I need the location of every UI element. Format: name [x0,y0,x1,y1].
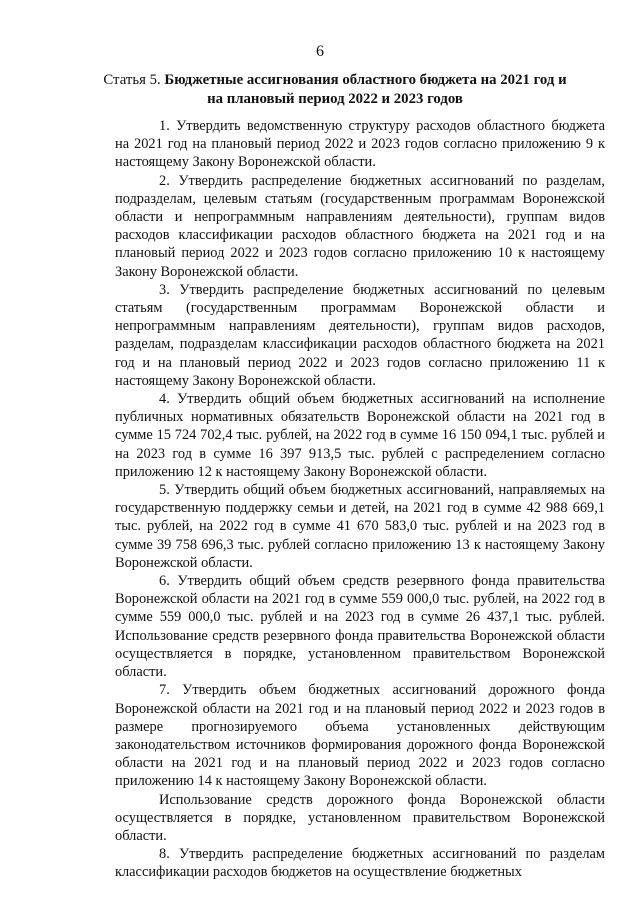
paragraph-8: 8. Утвердить распределение бюджетных ассигнований по разделам классификации расходов бюджетов на осуществление бюджетных [115,846,605,881]
article-body [115,117,605,882]
paragraph-1: 1. Утвердить ведомственную структуру расходов областного бюджета на 2021 год на плановый период 2022 и 2023 годов согласно приложению 9 к настоящему Закону Воронежской области. [115,118,605,171]
article-label: Статья 5. [103,72,161,88]
paragraph-6: 6. Утвердить общий объем средств резервного фонда правительства Воронежской области на 2021 год в сумме 559 000,0 тыс. рублей, на 2022 год в сумме 559 000,0 тыс. рублей и на 2023 год в сумме 26 437,1 тыс. рублей. Использование средств резервного фонда правительства Воронежской области осуществляется в порядке, установленном правительством Воронежской области. [115,573,605,681]
paragraph-7-continuation: Использование средств дорожного фонда Воронежской области осуществляется в порядке, установленном правительством Воронежской области. [115,791,605,844]
article-heading [100,71,570,109]
article-title: Бюджетные ассигнования областного бюджета на 2021 год и на плановый период 2022 и 2023 годов [164,72,567,107]
paragraph-7: 7. Утвердить объем бюджетных ассигнований дорожного фонда Воронежской области на 2021 год и на плановый период 2022 и 2023 годов в размере прогнозируемого объема установленных действующим законодательством источников формирования дорожного фонда Воронежской области на 2021 год и на плановый период 2022 и 2023 годов согласно приложению 14 к настоящему Закону Воронежской области. [115,682,605,790]
paragraph-5: 5. Утвердить общий объем бюджетных ассигнований, направляемых на государственную поддержку семьи и детей, на 2021 год в сумме 42 988 669,1 тыс. рублей, на 2022 год в сумме 41 670 583,0 тыс. рублей и на 2023 год в сумме 39 758 696,3 тыс. рублей согласно приложению 13 к настоящему Закону Воронежской области. [115,482,605,571]
paragraph-2: 2. Утвердить распределение бюджетных ассигнований по разделам, подразделам, целевым статьям (государственным программам Воронежской области и непрограммным направлениям деятельности), группам видов расходов классификации расходов областного бюджета на 2021 год и на плановый период 2022 и 2023 годов согласно приложению 10 к настоящему Закону Воронежской области. [115,172,605,280]
paragraph-4: 4. Утвердить общий объем бюджетных ассигнований на исполнение публичных нормативных обязательств Воронежской области на 2021 год в сумме 15 724 702,4 тыс. рублей, на 2022 год в сумме 16 150 094,1 тыс. рублей и на 2023 год в сумме 16 397 913,5 тыс. рублей с распределением согласно приложению 12 к настоящему Закону Воронежской области. [115,391,605,480]
page-number: 6 [316,43,324,60]
paragraph-3: 3. Утвердить распределение бюджетных ассигнований по целевым статьям (государственным программам Воронежской области и непрограммным направлениям деятельности), группам видов расходов, разделам, подразделам классификации расходов областного бюджета на 2021 год и на плановый период 2022 и 2023 годов согласно приложению 11 к настоящему Закону Воронежской области. [115,281,605,389]
